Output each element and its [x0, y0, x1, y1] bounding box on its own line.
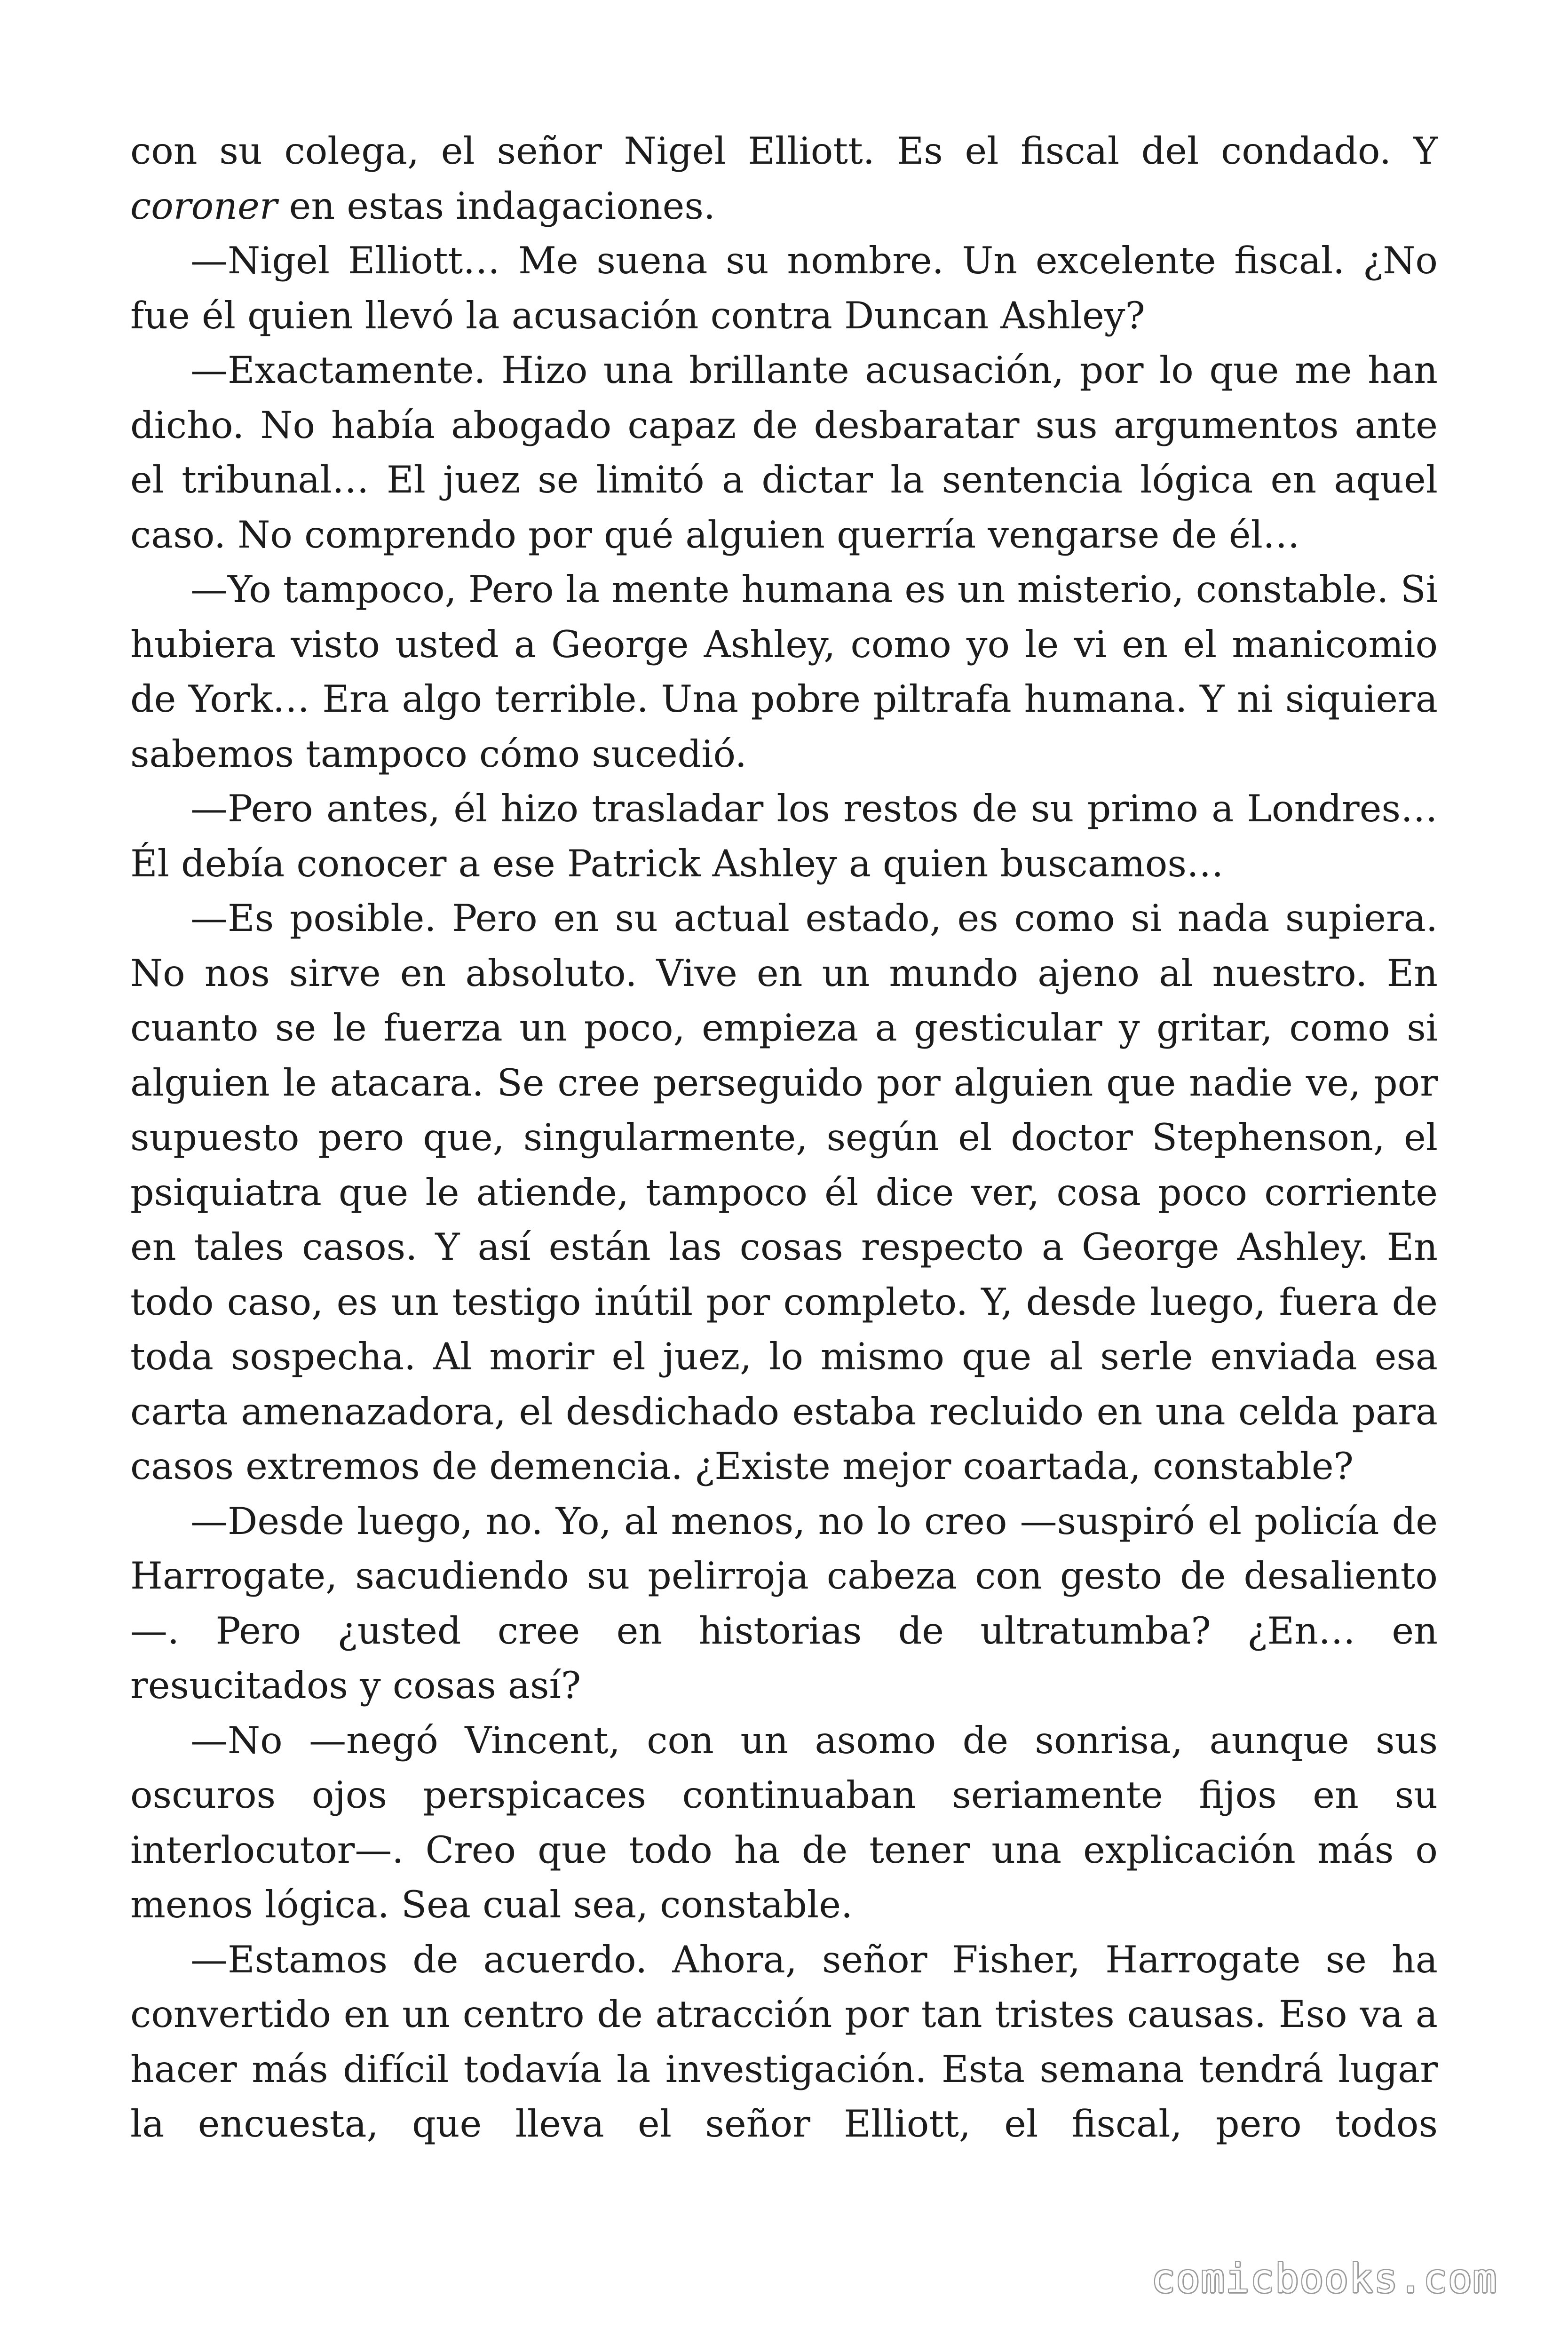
paragraph: —Nigel Elliott… Me suena su nombre. Un excelente fiscal. ¿No fue él quien llevó la acusación contra Duncan Ashley? — [130, 239, 1438, 337]
paragraph-continues-next-page: —Estamos de acuerdo. Ahora, señor Fisher, Harrogate se ha convertido en un centro de atracción por tan tristes causas. Eso va a hacer más difícil todavía la investigación. Esta semana tendrá lugar la encuesta, que lleva el señor Elliott, el fiscal, pero todos — [130, 1938, 1438, 2145]
book-page-text — [130, 124, 1438, 2152]
paragraph: —Pero antes, él hizo trasladar los restos de su primo a Londres… Él debía conocer a ese Patrick Ashley a quien buscamos… — [130, 787, 1438, 885]
paragraph-continuation — [130, 124, 1438, 233]
paragraph: —Exactamente. Hizo una brillante acusación, por lo que me han dicho. No había abogado capaz de desbaratar sus argumentos ante el tribunal… El juez se limitó a dictar la sentencia lógica en aquel caso. No comprendo por qué alguien querría vengarse de él… — [130, 349, 1438, 556]
paragraph: —Desde luego, no. Yo, al menos, no lo creo —suspiró el policía de Harrogate, sacudiendo su pelirroja cabeza con gesto de desaliento—. Pero ¿usted cree en historias de ultratumba? ¿En… en resucitados y cosas así? — [130, 1499, 1438, 1707]
paragraph: —Es posible. Pero en su actual estado, es como si nada supiera. No nos sirve en absoluto. Vive en un mundo ajeno al nuestro. En cuanto se le fuerza un poco, empieza a gesticular y gritar, como si alguien le atacara. Se cree perseguido por alguien que nadie ve, por supuesto pero que, singularmente, según el doctor Stephenson, el psiquiatra que le atiende, tampoco él dice ver, cosa poco corriente en tales casos. Y así están las cosas respecto a George Ashley. En todo caso, es un testigo inútil por completo. Y, desde luego, fuera de toda sospecha. Al morir el juez, lo mismo que al serle enviada esa carta amenazadora, el desdichado estaba recluido en una celda para casos extremos de demencia. ¿Existe mejor coartada, constable? — [130, 897, 1438, 1488]
italic-term: coroner — [130, 184, 277, 228]
paragraph: —No —negó Vincent, con un asomo de sonrisa, aunque sus oscuros ojos perspicaces continuaban seriamente fijos en su interlocutor—. Creo que todo ha de tener una explicación más o menos lógica. Sea cual sea, constable. — [130, 1718, 1438, 1926]
paragraph: —Yo tampoco, Pero la mente humana es un misterio, constable. Si hubiera visto usted a George Ashley, como yo le vi en el manicomio de York… Era algo terrible. Una pobre piltrafa humana. Y ni siquiera sabemos tampoco cómo sucedió. — [130, 568, 1438, 776]
watermark-logo: comicbooks.com — [1151, 2256, 1497, 2302]
paragraph-text: en estas indagaciones. — [277, 184, 716, 228]
paragraph-text: con su colega, el señor Nigel Elliott. Es el fiscal del condado. Y — [130, 129, 1438, 173]
